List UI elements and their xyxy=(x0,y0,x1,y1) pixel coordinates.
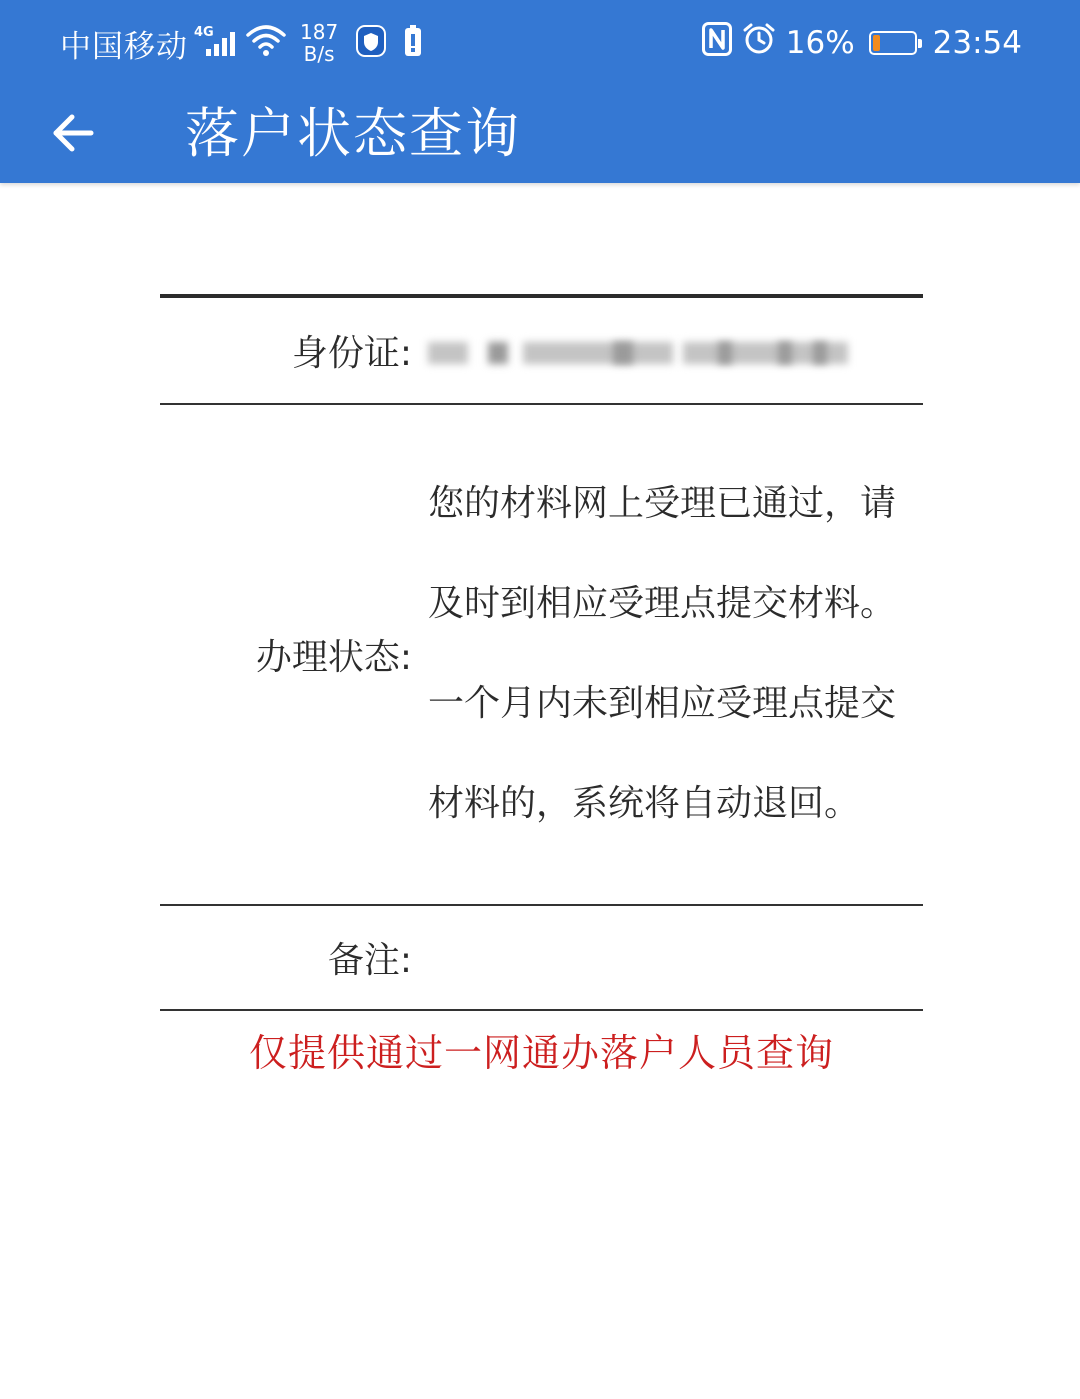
status-bar-right xyxy=(692,18,1022,68)
back-button[interactable] xyxy=(40,100,106,166)
carrier-name: 中国移动 xyxy=(60,28,188,65)
notice-text: 仅提供通过一网通办落户人员查询 xyxy=(248,1031,834,1075)
network-type: 4G xyxy=(194,25,214,40)
status-row xyxy=(160,405,923,906)
app-bar xyxy=(0,0,1080,183)
speed-unit: B/s xyxy=(303,42,335,66)
signal-icon xyxy=(194,25,242,61)
page-title: 落户状态查询 xyxy=(185,102,521,165)
wifi-icon xyxy=(246,25,286,61)
status-label: 办理状态: xyxy=(255,637,412,678)
id-value-redacted xyxy=(428,332,848,372)
remark-row xyxy=(160,906,923,1011)
id-row xyxy=(160,298,923,405)
arrow-left-icon xyxy=(51,113,95,153)
speed-value: 187 xyxy=(300,20,339,44)
status-bar-left xyxy=(60,18,422,68)
status-bar xyxy=(0,0,1080,86)
alarm-icon xyxy=(742,22,776,64)
battery-percent: 16% xyxy=(785,25,855,61)
shield-icon xyxy=(356,25,386,61)
clock: 23:54 xyxy=(932,25,1022,61)
status-table xyxy=(160,294,923,1011)
id-label: 身份证: xyxy=(291,333,412,374)
battery-level xyxy=(873,35,880,51)
battery-icon xyxy=(869,31,917,55)
status-value: 您的材料网上受理已通过，请及时到相应受理点提交材料。一个月内未到相应受理点提交材料的，系统将自动退回。 xyxy=(428,482,897,824)
network-speed xyxy=(300,21,338,65)
nfc-icon xyxy=(702,22,732,64)
remark-label: 备注: xyxy=(327,940,412,981)
battery-small-icon xyxy=(404,25,422,61)
